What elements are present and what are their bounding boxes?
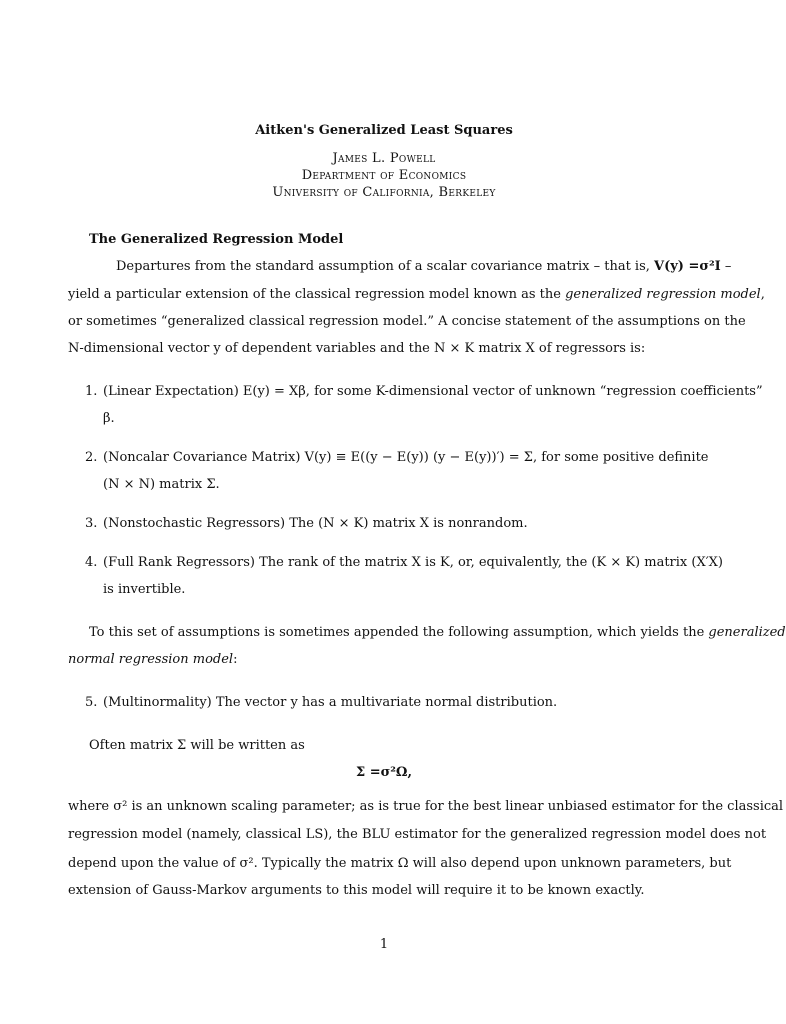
closing-line-3: depend upon the value of σ². Typically the matrix Ω will also depend upon unknown parameters, but [68, 856, 732, 871]
assumption-3-number: 3. [85, 516, 98, 531]
assumption-2-line-2: (N × N) matrix Σ. [103, 477, 220, 492]
intro-line-1-end: – [720, 259, 732, 274]
display-equation: Σ =σ²Ω, [356, 765, 412, 780]
append-line-2-end: : [233, 652, 238, 667]
append-line-1-text: To this set of assumptions is sometimes appended the following assumption, which yields the [89, 625, 709, 640]
assumption-4-number: 4. [85, 555, 98, 570]
closing-line-4: extension of Gauss-Markov arguments to this model will require it to be known exactly. [68, 883, 645, 898]
intro-line-1-math: V(y) =σ²I [654, 259, 721, 274]
assumption-2-number: 2. [85, 450, 98, 465]
append-line-2 [68, 652, 237, 668]
assumption-1-line-2: β. [103, 411, 115, 426]
assumption-5-number: 5. [85, 695, 98, 710]
author-name: James L. Powell [332, 151, 436, 166]
assumption-5-line: (Multinormality) The vector y has a multivariate normal distribution. [103, 695, 558, 710]
author-university: University of California, Berkeley [272, 185, 496, 200]
page-number: 1 [379, 937, 389, 952]
intro-line-2-emphasis: generalized regression model [565, 287, 761, 302]
intro-line-4: N-dimensional vector y of dependent variables and the N × K matrix X of regressors is: [68, 341, 646, 356]
assumption-3-line-1: (Nonstochastic Regressors) The (N × K) matrix X is nonrandom. [103, 516, 528, 531]
closing-line-1: where σ² is an unknown scaling parameter; as is true for the best linear unbiased estimator for the classical [68, 799, 784, 814]
append-line-1 [89, 625, 786, 641]
intro-line-2-end: , [760, 287, 765, 302]
intro-line-2-text: yield a particular extension of the classical regression model known as the [68, 287, 566, 302]
intro-line-1 [116, 259, 732, 275]
intro-line-2 [68, 287, 765, 303]
closing-line-2: regression model (namely, classical LS), the BLU estimator for the generalized regression model does not [68, 827, 767, 842]
assumption-1-number: 1. [85, 384, 98, 399]
assumption-4-line-2: is invertible. [103, 582, 186, 597]
intro-line-3: or sometimes “generalized classical regression model.” A concise statement of the assumptions on the [68, 314, 746, 329]
assumption-4-line-1: (Full Rank Regressors) The rank of the matrix X is K, or, equivalently, the (K × K) matrix (X′X) [103, 555, 724, 570]
intro-line-1-text: Departures from the standard assumption of a scalar covariance matrix – that is, [116, 259, 655, 274]
often-line: Often matrix Σ will be written as [89, 738, 305, 753]
append-line-1-emphasis: generalized [708, 625, 786, 640]
section-heading: The Generalized Regression Model [89, 232, 344, 247]
append-line-2-emphasis: normal regression model [68, 652, 234, 667]
assumption-1-line-1: (Linear Expectation) E(y) = Xβ, for some K-dimensional vector of unknown “regression coefficients” [103, 384, 763, 399]
paper-title: Aitken's Generalized Least Squares [255, 123, 513, 138]
assumption-2-line-1: (Noncalar Covariance Matrix) V(y) ≡ E((y − E(y)) (y − E(y))′) = Σ, for some positive definite [103, 450, 709, 465]
author-department: Department of Economics [301, 168, 467, 183]
